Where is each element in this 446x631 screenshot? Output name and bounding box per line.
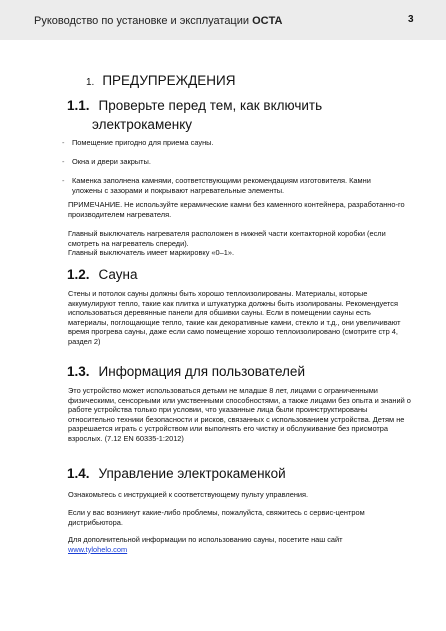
section-1-heading: [86, 73, 235, 88]
page-header: [0, 0, 446, 40]
section-title: Сауна: [98, 267, 138, 282]
section-number: 1.: [86, 77, 95, 88]
sauna-paragraph: Стены и потолок сауны должны быть хорошо теплоизолированы. Материалы, которые аккумулируют тепло, такие как плитка и штукатурка должны быть изолированы. Рекомендуется использоваться деревянные панели для обшивки сауны. Если в помещении сауны есть материалы, поглощающие тепло, такие как декоративные камни, стекло и т.д., они увеличивают время прогрева сауны, даже если само помещение хорошо теплоизолировано (смотрите стр 4, раздел 2): [68, 289, 401, 346]
control-paragraph-2: Если у вас возникнут какие-либо проблемы, пожалуйста, свяжитесь с сервис-центром дистрибьютора.: [68, 508, 365, 527]
section-title: Информация для пользователей: [98, 364, 305, 379]
list-item: - Каменка заполнена камнями, соответствующими рекомендациям изготовителя. Камни уложены с зазорами и покрывают нагревательные элементы.: [62, 176, 371, 195]
section-title: ПРЕДУПРЕЖДЕНИЯ: [102, 73, 236, 88]
section-1-2-heading: [67, 265, 407, 284]
section-1-1-heading: [67, 96, 407, 134]
section-number: 1.2.: [67, 267, 90, 282]
section-title-line1: Проверьте перед тем, как включить: [98, 98, 323, 113]
control-paragraph-1: Ознакомьтесь с инструкцией к соответствующему пульту управления.: [68, 490, 309, 499]
user-info-paragraph: Это устройство может использоваться детьми не младше 8 лет, лицами с ограниченными физическими, сенсорными или умственными способностями, а также лицами без опыта и знаний о работе устройства только при условии, что указанные лица были проинструктированы относительно техники безопасности и рисков, связанных с использованием устройства. Детям не разрешается играть с устройством или выполнять его чистку и обслуживание без присмотра взрослых. (7.12 EN 60335-1:2012): [68, 386, 411, 443]
section-1-3-heading: [67, 362, 407, 381]
document-title: Руководство по установке и эксплуатации OCTA: [34, 15, 283, 27]
section-number: 1.4.: [67, 466, 90, 481]
note-paragraph: ПРИМЕЧАНИЕ. Не используйте керамические камни без каменного контейнера, разработанно-го производителем нагревателя.: [68, 200, 405, 219]
section-number: 1.1.: [67, 98, 90, 113]
section-title: Управление электрокаменкой: [98, 466, 286, 481]
page-number: 3: [408, 14, 414, 25]
switch-paragraph: Главный выключатель нагревателя расположен в нижней части контакторной коробки (если смотреть на нагреватель спереди). Главный выключатель имеет маркировку «0–1».: [68, 229, 386, 258]
section-number: 1.3.: [67, 364, 90, 379]
website-link[interactable]: www.tylohelo.com: [68, 544, 128, 554]
list-item: - Помещение пригодно для приема сауны.: [62, 138, 214, 147]
list-item: - Окна и двери закрыты.: [62, 157, 151, 166]
product-name: OCTA: [252, 15, 283, 27]
section-1-4-heading: [67, 464, 407, 483]
control-paragraph-3: Для дополнительной информации по использованию сауны, посетите наш сайт www.tylohelo.com: [68, 535, 343, 554]
section-title-line2: электрокаменку: [92, 117, 192, 132]
